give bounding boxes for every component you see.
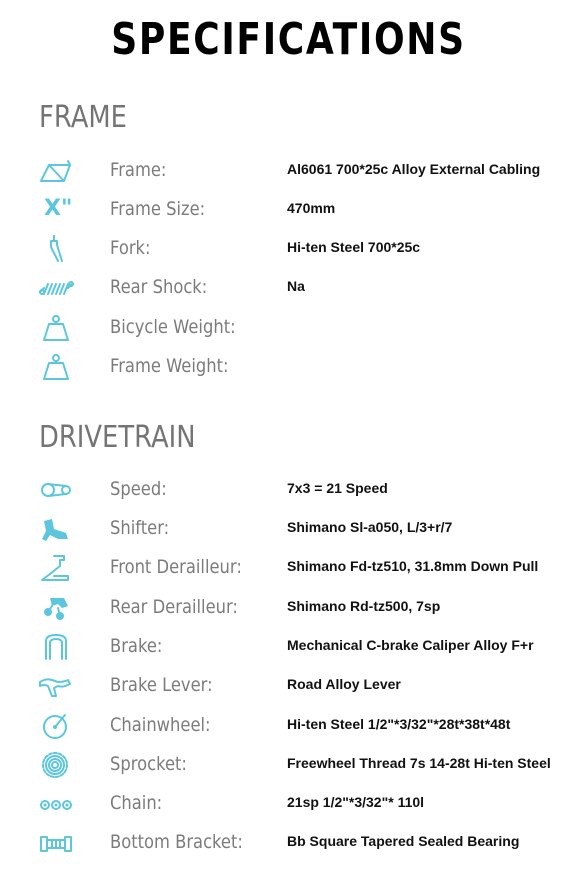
spec-value: 21sp 1/2"*3/32"* 110l — [287, 794, 425, 810]
spec-row-frame-weight — [0, 349, 577, 388]
spec-label: Sprocket: — [110, 753, 187, 775]
rear-derailleur-icon — [38, 594, 74, 622]
spec-label: Front Derailleur: — [110, 556, 242, 578]
spec-label: Rear Shock: — [110, 276, 208, 298]
spec-row-shifter — [0, 511, 577, 550]
spec-label: Brake Lever: — [110, 674, 213, 696]
fork-icon — [38, 235, 74, 263]
spec-row-bottom-bracket — [0, 825, 577, 864]
spec-row-bicycle-weight — [0, 310, 577, 349]
spec-label: Chainwheel: — [110, 714, 211, 736]
chainwheel-icon — [38, 712, 74, 740]
spec-label: Bicycle Weight: — [110, 316, 236, 338]
spec-value: Shimano Sl-a050, L/3+r/7 — [287, 519, 453, 535]
frame-size-icon — [38, 196, 74, 224]
spec-row-fork — [0, 231, 577, 270]
spec-label: Bottom Bracket: — [110, 831, 243, 853]
page-title: SPECIFICATIONS — [111, 14, 466, 65]
weight-icon — [38, 314, 74, 342]
spec-row-brake-lever — [0, 668, 577, 707]
spec-value: Na — [287, 278, 305, 294]
chain-icon — [38, 790, 74, 818]
spec-value: Al6061 700*25c Alloy External Cabling — [287, 161, 541, 177]
spec-label: Rear Derailleur: — [110, 596, 238, 618]
rear-shock-icon — [38, 274, 74, 302]
spec-row-rear-shock — [0, 270, 577, 309]
frame-icon — [38, 157, 74, 185]
spec-value: Mechanical C-brake Caliper Alloy F+r — [287, 637, 534, 653]
spec-value: Shimano Fd-tz510, 31.8mm Down Pull — [287, 558, 539, 574]
spec-value: 7x3 = 21 Speed — [287, 480, 388, 496]
spec-value: Hi-ten Steel 700*25c — [287, 239, 421, 255]
spec-value: 470mm — [287, 200, 336, 216]
spec-row-sprocket — [0, 747, 577, 786]
spec-label: Fork: — [110, 237, 151, 259]
spec-value: Road Alloy Lever — [287, 676, 401, 692]
spec-value: Hi-ten Steel 1/2"*3/32"*28t*38t*48t — [287, 716, 511, 732]
shifter-icon — [38, 515, 74, 543]
spec-label: Speed: — [110, 478, 167, 500]
spec-row-rear-derailleur — [0, 590, 577, 629]
spec-label: Frame Size: — [110, 198, 206, 220]
spec-row-frame-size — [0, 192, 577, 231]
front-derailleur-icon — [38, 554, 74, 582]
spec-row-chainwheel — [0, 708, 577, 747]
spec-label: Frame Weight: — [110, 355, 229, 377]
sprocket-icon — [38, 751, 74, 779]
section-heading-drivetrain: DRIVETRAIN — [39, 420, 196, 455]
bottom-bracket-icon — [38, 829, 74, 857]
spec-label: Chain: — [110, 792, 163, 814]
spec-row-speed — [0, 472, 577, 511]
spec-row-front-derailleur — [0, 550, 577, 589]
spec-label: Brake: — [110, 635, 163, 657]
speed-icon — [38, 476, 74, 504]
spec-row-frame — [0, 153, 577, 192]
spec-value: Bb Square Tapered Sealed Bearing — [287, 833, 520, 849]
spec-value: Freewheel Thread 7s 14-28t Hi-ten Steel — [287, 755, 551, 771]
brake-icon — [38, 633, 74, 661]
spec-value: Shimano Rd-tz500, 7sp — [287, 598, 441, 614]
spec-row-brake — [0, 629, 577, 668]
spec-label: Frame: — [110, 159, 167, 181]
section-heading-frame: FRAME — [39, 100, 127, 135]
weight-icon — [38, 353, 74, 381]
frame-size-icon-text: X" — [44, 196, 73, 221]
spec-row-chain — [0, 786, 577, 825]
spec-label: Shifter: — [110, 517, 170, 539]
brake-lever-icon — [38, 672, 74, 700]
